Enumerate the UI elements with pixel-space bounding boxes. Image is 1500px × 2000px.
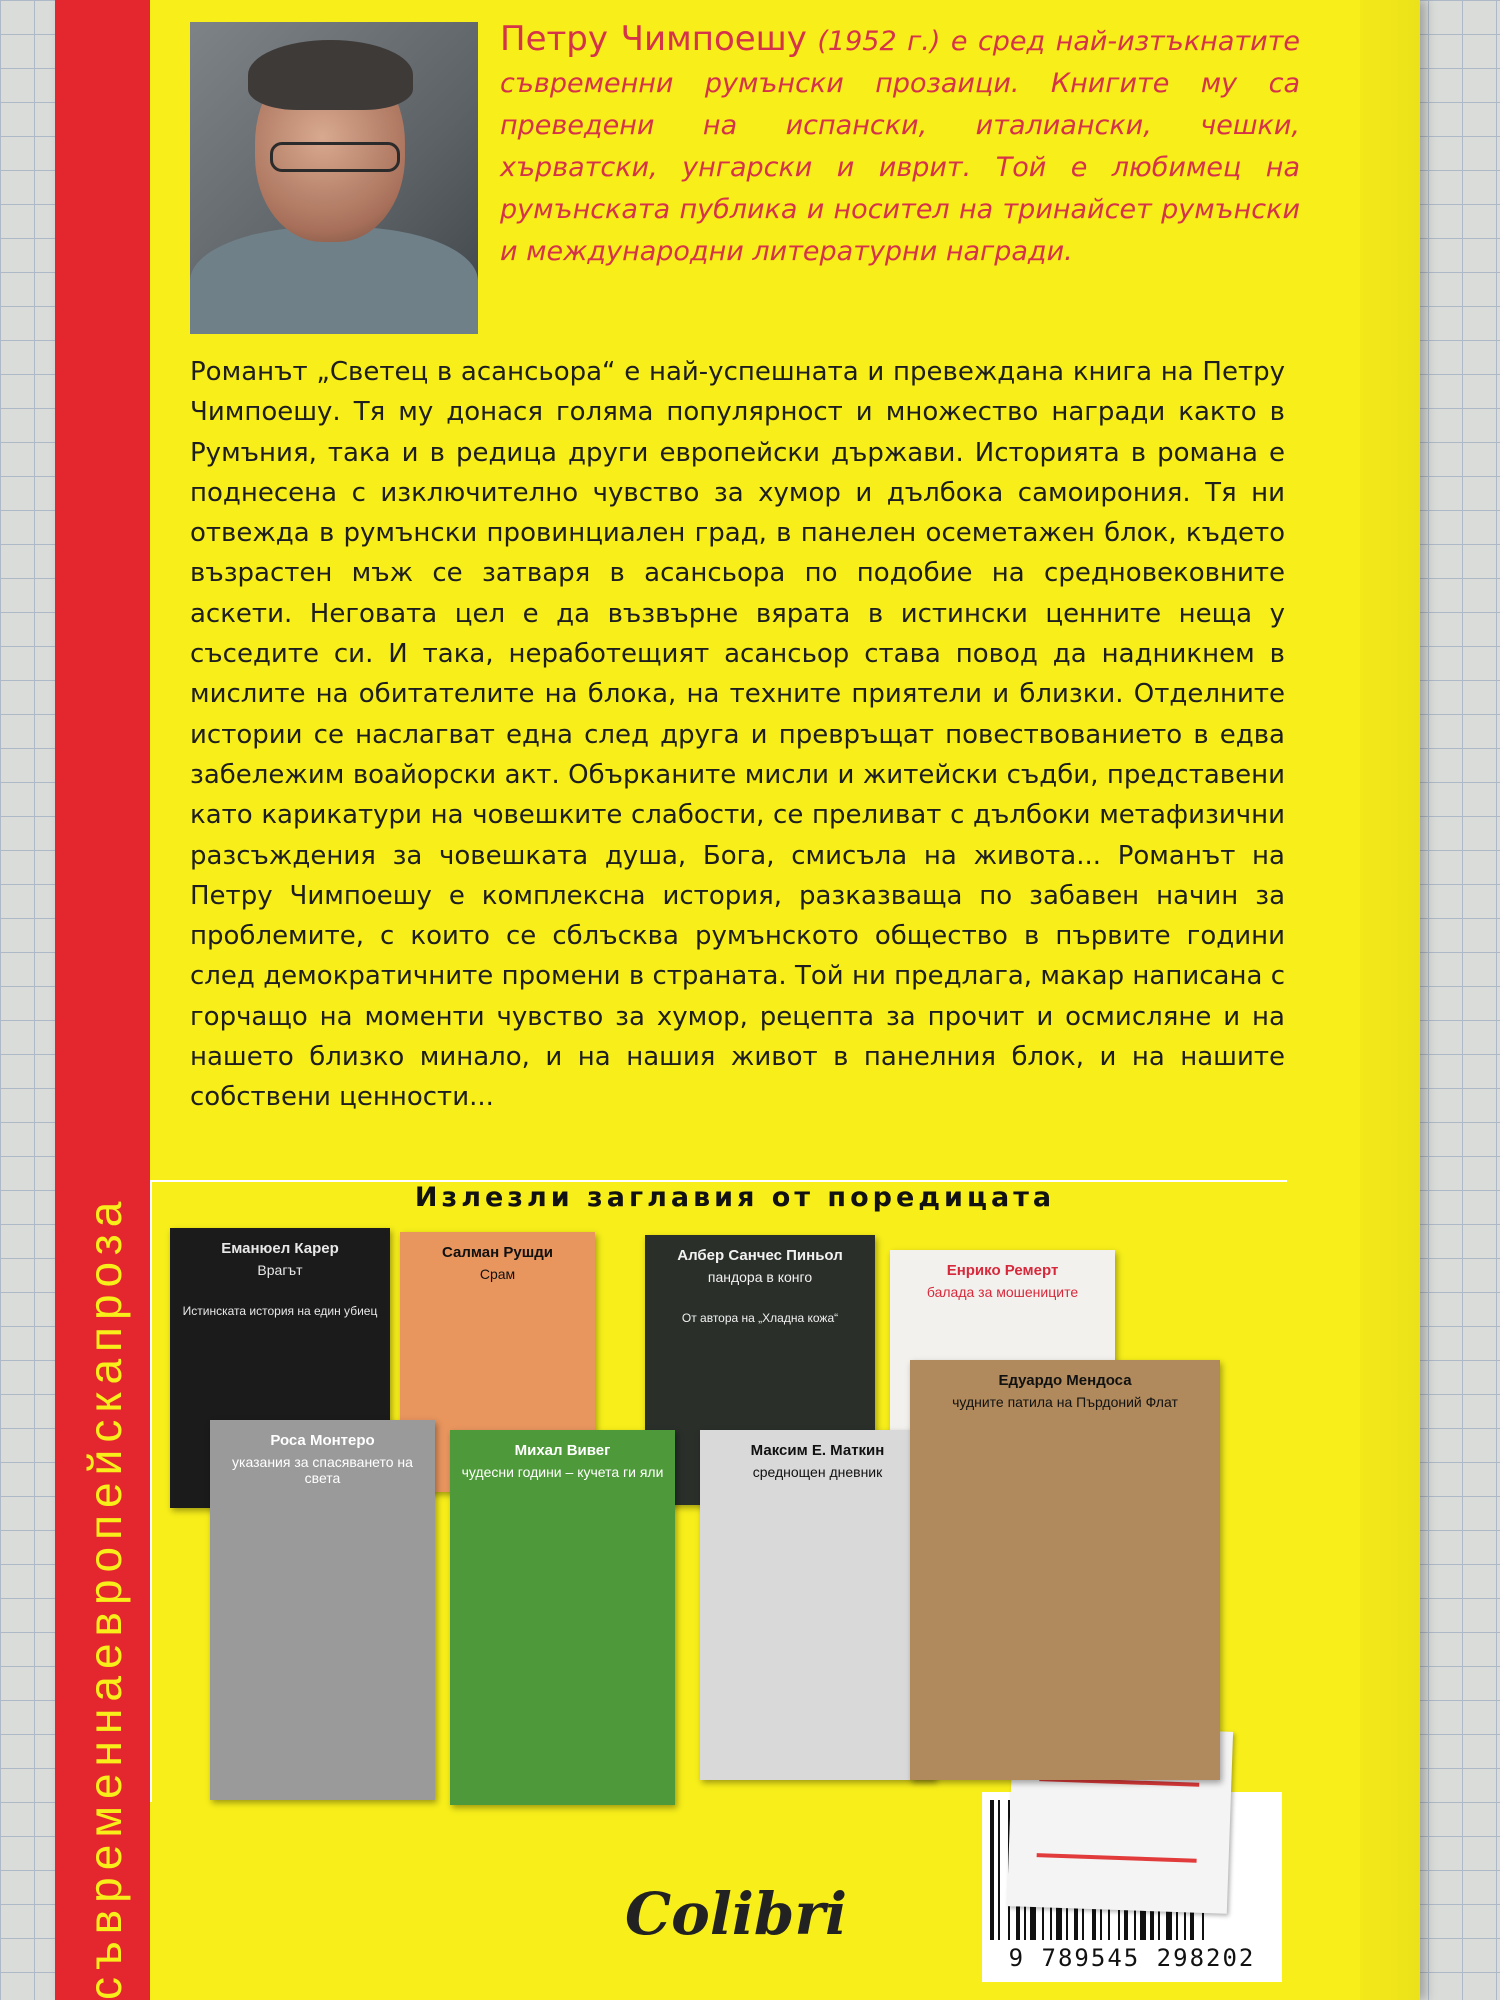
barcode-number: 9 789545 298202: [1008, 1944, 1256, 1972]
author-name: Петру Чимпоешу: [500, 19, 807, 59]
cover-title: среднощен дневник: [752, 1464, 883, 1480]
cover-author: Енрико Ремерт: [946, 1262, 1059, 1279]
author-bio: [500, 18, 1300, 273]
cover-author: Едуардо Мендоса: [998, 1372, 1132, 1389]
cover-right-edge: [1360, 0, 1420, 2000]
cover-author: Роса Монтеро: [270, 1432, 375, 1449]
author-bio-text: (1952 г.) е сред най-изтъкнатите съвременни румънски прозаици. Книгите му са преведени на испански, италиански, чешки, хърватски, унгарски и иврит. Той е любимец на румънската публика и носител на тринайсет румънски и международни литературни награди.: [500, 26, 1300, 267]
cover-title: чудесни години – кучета ги яли: [461, 1464, 664, 1480]
cover-author: Максим Е. Маткин: [750, 1442, 885, 1459]
cover-author: Албер Санчес Пиньол: [677, 1247, 843, 1264]
cover-subtitle: Истинската история на един убиец: [182, 1304, 378, 1318]
series-cover: [210, 1420, 435, 1800]
series-cover: [910, 1360, 1220, 1780]
cover-title: Врагът: [257, 1262, 303, 1278]
series-heading: Излезли заглавия от поредицата: [414, 1182, 1056, 1213]
author-photo: [190, 22, 478, 334]
cover-title: указания за спасяването на света: [232, 1454, 413, 1486]
cover-title: Срам: [479, 1266, 516, 1282]
cover-subtitle: От автора на „Хладна кожа“: [681, 1311, 839, 1325]
cover-title: пандора в конго: [707, 1269, 813, 1285]
spine-strip: [55, 0, 150, 2000]
book-synopsis: [190, 352, 1285, 1118]
series-cover: [700, 1430, 935, 1780]
cover-title: балада за мошениците: [926, 1284, 1079, 1300]
cover-author: Еманюел Карер: [221, 1240, 339, 1257]
series-name-spine: съвременнаевропейскапроза: [79, 1194, 131, 2000]
cover-author: Михал Вивег: [514, 1442, 611, 1459]
synopsis-text: Романът „Светец в асансьора“ е най-успешната и превеждана книга на Петру Чимпоешу. Тя му донася голяма популярност и множество награди както в Румъния, така и в редица други европейски държави. Историята в романа е поднесена с изключително чувство за хумор и дълбока самоирония. Тя ни отвежда в румънски провинциален град, в панелен осеметажен блок, където възрастен мъж се затваря в асансьора по подобие на средновековните аскети. Неговата цел е да възвърне вярата в истински ценните неща у съседите си. И така, неработещият асансьор става повод да надникнем в мислите на обитателите на блока, на техните приятели и близки. Отделните истории се наслагват една след друга и превръщат повествованието в едва забележим воайорски акт. Обърканите мисли и житейски съдби, представени като карикатури на човешките слабости, се преливат с дълбоки метафизични разсъждения за човешката душа, Бога, смисъла на живота... Романът на Петру Чимпоешу е комплексна история, разказваща по забавен начин за проблемите, с които се сблъсква румънското общество в първите години след демократичните промени в страната. Той ни предлага, макар написана с горчащо на моменти чувство за хумор, рецепта за прочит и осмисляне и на нашето близко минало, и на нашия живот в панелния блок, и на нашите собствени ценности...: [190, 357, 1285, 1113]
series-cover: [450, 1430, 675, 1805]
publisher-logo: Colibri: [625, 1880, 848, 1948]
cover-author: Салман Рушди: [442, 1244, 553, 1261]
cover-title: чудните патила на Пърдоний Флат: [952, 1394, 1178, 1410]
